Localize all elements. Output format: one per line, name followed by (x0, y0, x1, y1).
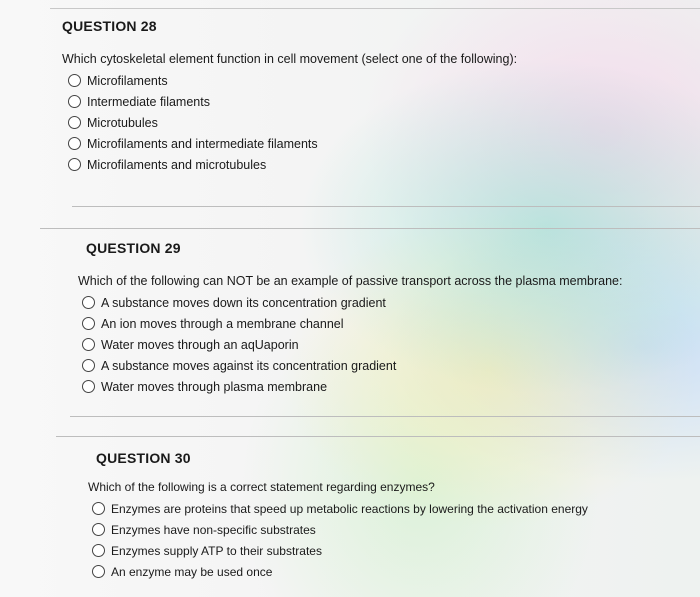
q28-option-microfilaments-and-microtubules[interactable] (68, 154, 517, 175)
question-divider (56, 436, 700, 437)
option-label: Enzymes have non-specific substrates (111, 522, 316, 537)
option-label: An enzyme may be used once (111, 564, 273, 579)
question-divider (70, 416, 700, 417)
q29-option-ion-channel[interactable] (82, 313, 622, 334)
radio-button[interactable] (92, 565, 105, 578)
option-label: Microfilaments and intermediate filaments (87, 136, 318, 151)
q30-option-non-specific[interactable] (92, 519, 588, 540)
top-divider (50, 8, 700, 9)
question-28 (62, 18, 517, 175)
radio-button[interactable] (68, 137, 81, 150)
option-label: Water moves through an aqUaporin (101, 337, 299, 352)
radio-button[interactable] (82, 359, 95, 372)
radio-button[interactable] (92, 544, 105, 557)
q29-option-water-membrane[interactable] (82, 376, 622, 397)
option-label: Enzymes are proteins that speed up metabolic reactions by lowering the activation energy (111, 501, 588, 516)
option-label: An ion moves through a membrane channel (101, 316, 344, 331)
radio-button[interactable] (82, 296, 95, 309)
radio-button[interactable] (68, 158, 81, 171)
option-label: A substance moves against its concentration gradient (101, 358, 397, 373)
radio-button[interactable] (68, 95, 81, 108)
question-28-prompt: Which cytoskeletal element function in cell movement (select one of the following): (62, 52, 518, 66)
q30-option-used-once[interactable] (92, 561, 588, 582)
q28-option-intermediate-filaments[interactable] (68, 91, 517, 112)
radio-button[interactable] (82, 338, 95, 351)
radio-button[interactable] (92, 502, 105, 515)
question-29-title: QUESTION 29 (86, 240, 181, 256)
question-29-options (82, 292, 622, 397)
question-30 (88, 450, 588, 582)
q29-option-aquaporin[interactable] (82, 334, 622, 355)
option-label: Microfilaments (87, 73, 168, 88)
q29-option-down-gradient[interactable] (82, 292, 622, 313)
radio-button[interactable] (68, 116, 81, 129)
question-30-prompt: Which of the following is a correct statement regarding enzymes? (88, 480, 435, 494)
option-label: A substance moves down its concentration gradient (101, 295, 386, 310)
option-label: Water moves through plasma membrane (101, 379, 328, 394)
radio-button[interactable] (82, 317, 95, 330)
question-28-options (68, 70, 517, 175)
q29-option-against-gradient[interactable] (82, 355, 622, 376)
option-label: Intermediate filaments (87, 94, 210, 109)
q28-option-microtubules[interactable] (68, 112, 517, 133)
radio-button[interactable] (92, 523, 105, 536)
radio-button[interactable] (82, 380, 95, 393)
question-29-prompt: Which of the following can NOT be an example of passive transport across the plasma membrane: (78, 274, 623, 288)
question-divider (72, 206, 700, 207)
question-28-title: QUESTION 28 (62, 18, 157, 34)
question-30-options (92, 498, 588, 582)
question-divider (40, 228, 700, 229)
q28-option-microfilaments-and-intermediate[interactable] (68, 133, 517, 154)
q28-option-microfilaments[interactable] (68, 70, 517, 91)
question-29 (78, 240, 622, 397)
q30-option-supply-atp[interactable] (92, 540, 588, 561)
question-30-title: QUESTION 30 (96, 450, 191, 466)
option-label: Microfilaments and microtubules (87, 157, 267, 172)
option-label: Microtubules (87, 115, 158, 130)
radio-button[interactable] (68, 74, 81, 87)
option-label: Enzymes supply ATP to their substrates (111, 543, 322, 558)
q30-option-proteins-lower-activation[interactable] (92, 498, 588, 519)
